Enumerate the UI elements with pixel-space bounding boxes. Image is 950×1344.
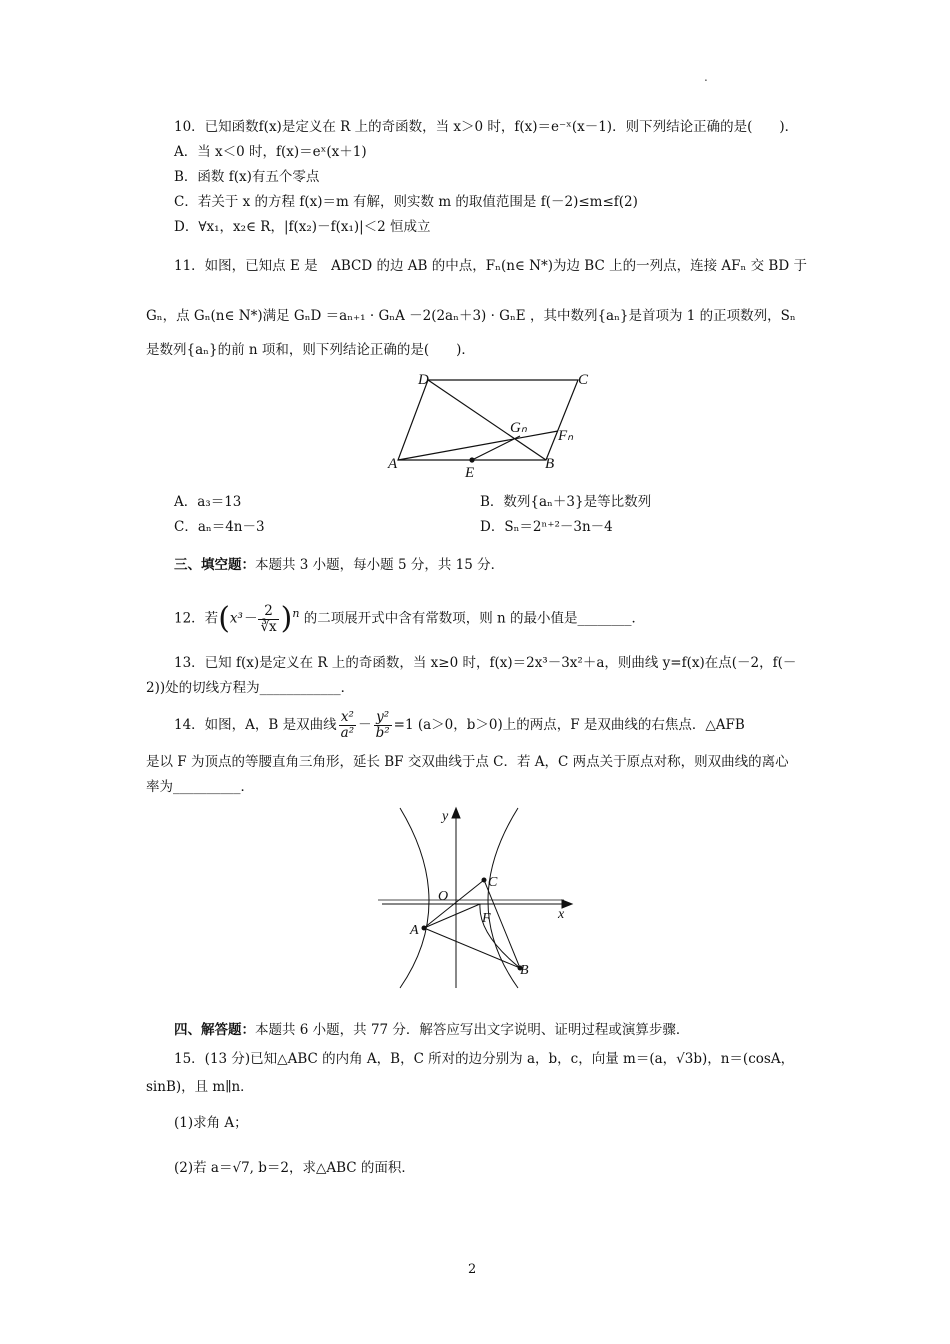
q14-fraction-x: $\frac{\text{x²}}{\text{a²}}$ <box>340 709 355 741</box>
q10-option-d: D．∀x₁，x₂∈ R，|f(x₂)－f(x₁)|＜2 恒成立 <box>174 219 431 235</box>
q11-line2: Gₙ，点 Gₙ(n∈ N*)满足 GₙD ＝aₙ₊₁ · GₙA －2(2aₙ＋3) · GₙE ，其中数列{aₙ}是首项为 1 的正项数列，Sₙ <box>146 308 796 324</box>
q14-line2: 是以 F 为顶点的等腰直角三角形，延长 BF 交双曲线于点 C．若 A，C 两点关于原点对称，则双曲线的离心 <box>146 754 789 770</box>
parallelogram-figure <box>380 368 600 480</box>
section-4-heading <box>174 1020 689 1040</box>
q12-numerator: 2 <box>258 604 278 620</box>
label-gn: Gₙ <box>510 420 527 436</box>
y-axis-arrow <box>452 808 460 818</box>
label-d: D <box>418 372 429 388</box>
q10-option-a: A．当 x＜0 时，f(x)＝eˣ(x＋1) <box>174 144 367 160</box>
q11-line3: 是数列{aₙ}的前 n 项和，则下列结论正确的是( )． <box>146 342 475 358</box>
segment-af <box>424 904 480 928</box>
q12-line: 12．若(x³－ $\frac{2}{∛x}$ )$^n$ 的二项展开式中含有常数项，则 n 的最小值是________． <box>174 601 646 636</box>
section-3-title: 三、填空题： <box>174 557 255 573</box>
q14-minus: － <box>358 717 372 733</box>
top-mark: . <box>704 70 708 84</box>
q14-line3: 率为__________． <box>146 779 254 795</box>
q12-fraction <box>258 604 278 635</box>
label-y: y <box>442 809 449 824</box>
label-o: O <box>438 889 449 904</box>
label-a: A <box>410 923 419 938</box>
q15-part1: (1)求角 A； <box>174 1115 248 1131</box>
point-c <box>482 878 487 883</box>
q12-x3: x³－ <box>229 610 257 627</box>
q10-option-c: C．若关于 x 的方程 f(x)＝m 有解，则实数 m 的取值范围是 f(－2)≤m≤f(2) <box>174 194 638 210</box>
label-b: B <box>520 963 529 978</box>
label-c: C <box>488 875 498 890</box>
q13-line1: 13．已知 f(x)是定义在 R 上的奇函数，当 x≥0 时，f(x)＝2x³－3x²＋a，则曲线 y=f(x)在点(－2，f(－ <box>174 655 797 671</box>
q14-fraction-y: $\frac{\text{y²}}{\text{b²}}$ <box>375 709 390 741</box>
q10-stem: 10．已知函数f(x)是定义在 R 上的奇函数，当 x＞0 时，f(x)＝e⁻ˣ(x－1)．则下列结论正确的是( )． <box>174 119 799 135</box>
label-x: x <box>558 907 565 922</box>
q14-suffix: =1 (a＞0，b＞0)上的两点，F 是双曲线的右焦点．△AFB <box>393 717 745 733</box>
q13-line2: 2))处的切线方程为____________． <box>146 680 355 696</box>
q12-denominator: ∛x <box>260 618 277 635</box>
q12-suffix: 的二项展开式中含有常数项，则 n 的最小值是________． <box>303 610 646 627</box>
q15-line1: 15．(13 分)已知△ABC 的内角 A，B，C 所对的边分别为 a，b，c，向量 m＝(a，√3b)，n＝(cosA， <box>174 1051 795 1067</box>
label-b: B <box>545 456 555 472</box>
point-e <box>469 457 474 462</box>
section-4-title: 四、解答题： <box>174 1022 255 1038</box>
label-f: F <box>482 911 491 926</box>
q15-part2: (2)若 a＝√7, b＝2，求△ABC 的面积． <box>174 1160 415 1176</box>
line-egn <box>472 436 520 460</box>
section-3-heading <box>174 555 504 575</box>
label-a: A <box>388 456 398 472</box>
q11-option-b: B．数列{aₙ＋3}是等比数列 <box>480 494 652 510</box>
q12-exponent: n <box>292 607 300 620</box>
section-4-desc: 本题共 6 小题，共 77 分．解答应写出文字说明、证明过程或演算步骤． <box>255 1022 690 1038</box>
q15-line2: sinB)，且 m∥n． <box>146 1079 254 1095</box>
q14-line1 <box>174 707 745 743</box>
q11-line1: 11．如图，已知点 E 是 ABCD 的边 AB 的中点，Fₙ(n∈ N*)为边 BC 上的一列点，连接 AFₙ 交 BD 于 <box>174 258 807 274</box>
q10-option-b: B．函数 f(x)有五个零点 <box>174 169 320 185</box>
hyperbola-left-branch <box>400 808 429 988</box>
q14-prefix: 14．如图，A，B 是双曲线 <box>174 717 337 733</box>
line-afn <box>398 431 558 460</box>
q11-option-d: D．Sₙ＝2ⁿ⁺²－3n－4 <box>480 519 613 535</box>
q11-option-a: A．a₃＝13 <box>174 494 242 510</box>
q12-prefix: 12．若 <box>174 610 219 627</box>
label-fn: Fₙ <box>558 428 574 444</box>
section-3-desc: 本题共 3 小题，每小题 5 分，共 15 分． <box>255 557 505 573</box>
label-e: E <box>465 465 475 480</box>
page-number: 2 <box>468 1262 477 1277</box>
hyperbola-figure <box>378 804 578 990</box>
label-c: C <box>578 372 589 388</box>
q11-option-c: C．aₙ＝4n－3 <box>174 519 265 535</box>
point-a <box>422 926 427 931</box>
diagonal-bd <box>428 380 546 460</box>
